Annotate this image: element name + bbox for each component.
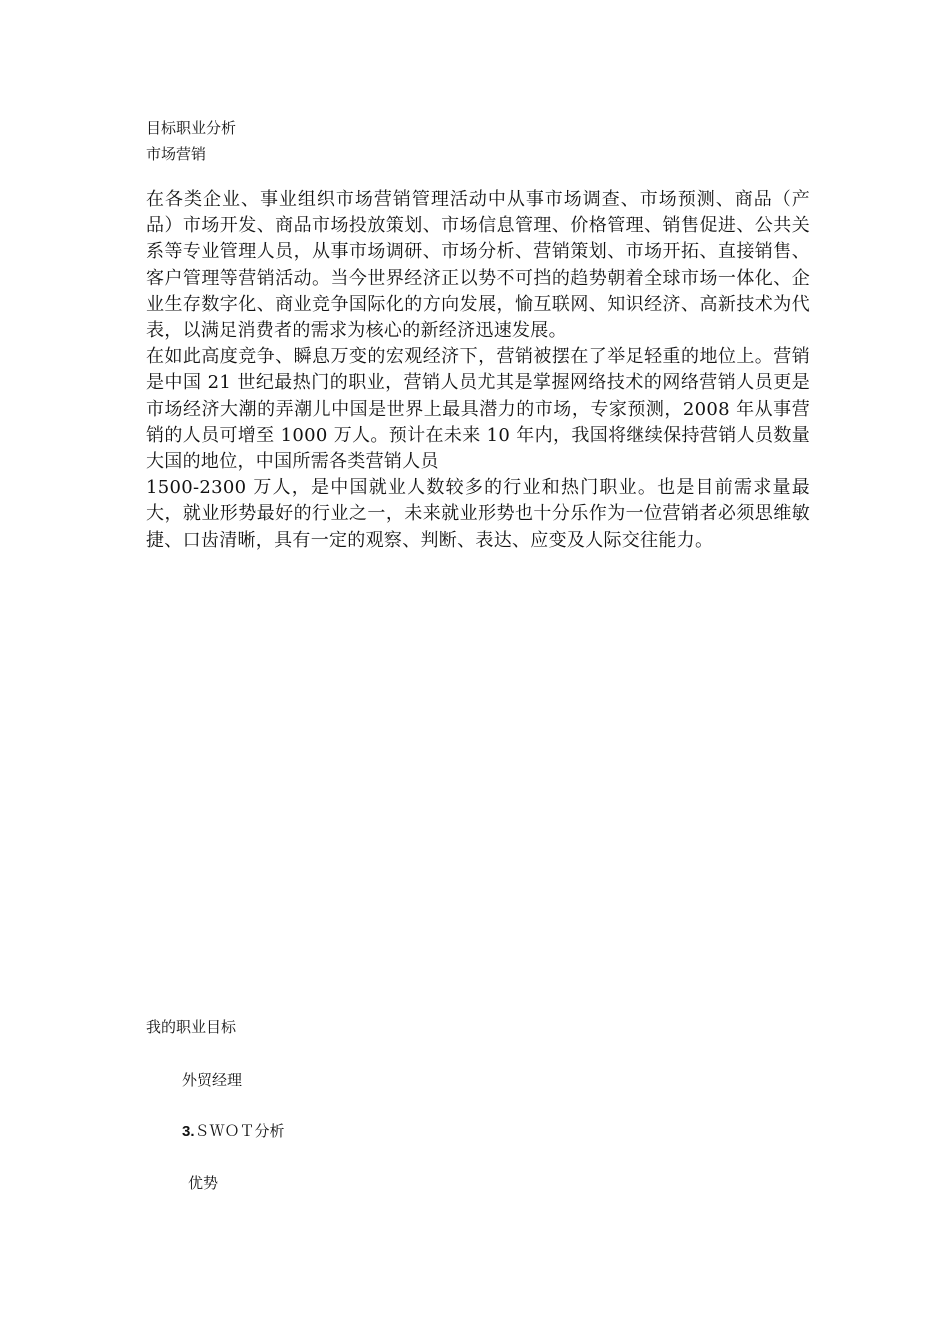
section-title-swot [182,1118,285,1145]
career-goal-item: 外贸经理 [182,1071,243,1089]
marketing-description-paragraph: 在各类企业、事业组织市场营销管理活动中从事市场调查、市场预测、商品（产品）市场开发、商品市场投放策划、市场信息管理、价格管理、销售促进、公共关系等专业管理人员，从事市场调研、市场分析、营销策划、市场开拓、直接销售、客户管理等营销活动。当今世界经济正以势不可挡的趋势朝着全球市场一体化、企业生存数字化、商业竞争国际化的方向发展，愉互联网、知识经济、高新技术为代表，以满足消费者的需求为核心的新经济迅速发展。 在如此高度竞争、瞬息万变的宏观经济下，营销被摆在了举足轻重的地位上。营销是中国 21 世纪最热门的职业，营销人员尤其是掌握网络技术的网络营销人员更是市场经济大潮的弄潮儿中国是世界上最具潜力的市场，专家预测，2008 年从事营销的人员可增至 1000 万人。预计在未来 10 年内，我国将继续保持营销人员数量大国的地位，中国所需各类营销人员 1500-2300 万人，是中国就业人数较多的行业和热门职业。也是目前需求量最大，就业形势最好的行业之一，未来就业形势也十分乐作为一位营销者必须思维敏捷、口齿清晰，具有一定的观察、判断、表达、应变及人际交往能力。 [146,189,810,551]
section-title-target-career-analysis: 目标职业分析 [146,119,237,137]
section-subtitle-marketing: 市场营销 [146,145,207,163]
section-title-career-goal: 我的职业目标 [146,1018,237,1036]
swot-strengths-heading: 优势 [188,1174,219,1192]
swot-section-number: 3. [182,1123,195,1140]
swot-section-label: ＳＷＯＴ分析 [194,1122,285,1140]
